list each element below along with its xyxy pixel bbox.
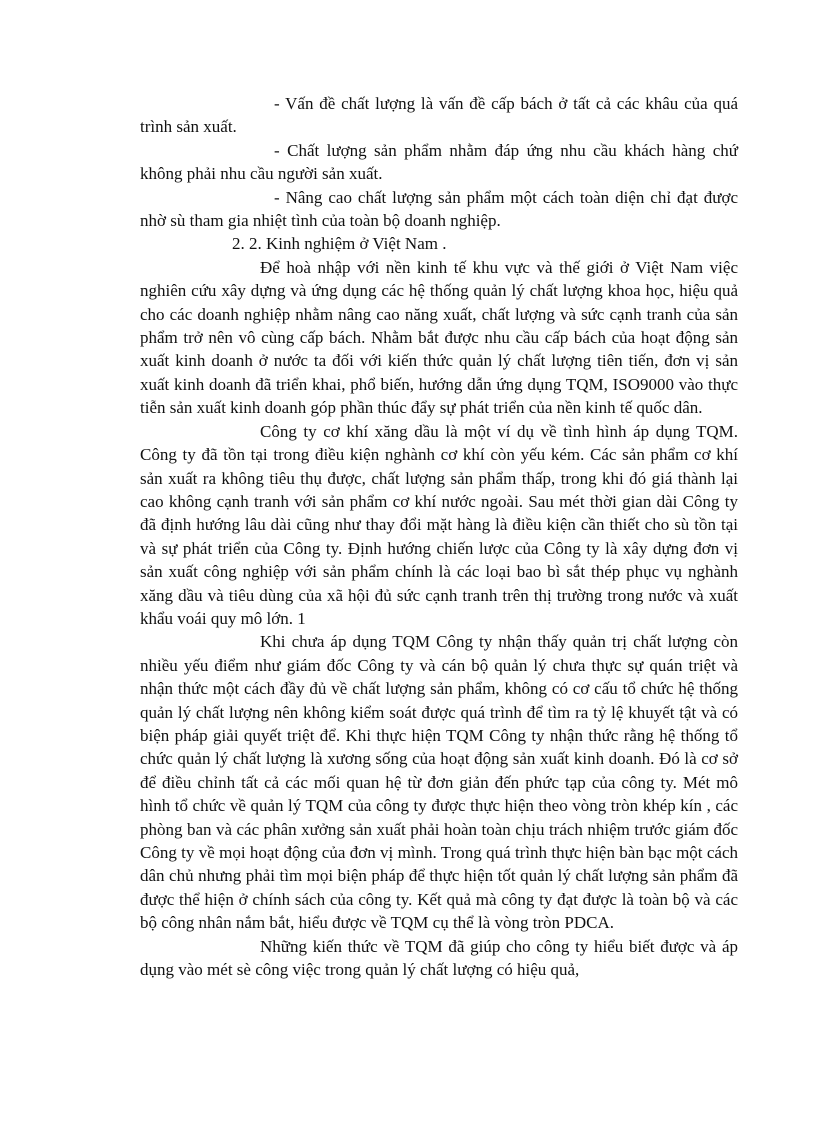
document-body bbox=[140, 92, 738, 981]
paragraph-tqm-knowledge: Những kiến thức về TQM đã giúp cho công ty hiểu biết được và áp dụng vào mét sè công việc trong quản lý chất lượng có hiệu quả, bbox=[140, 936, 738, 980]
bullet-paragraph-participation: - Nâng cao chất lượng sản phẩm một cách toàn diện chỉ đạt được nhờ sù tham gia nhiệt tình của toàn bộ doanh nghiệp. bbox=[140, 187, 738, 231]
section-heading: 2. 2. Kinh nghiệm ở Việt Nam . bbox=[232, 234, 447, 254]
bullet-paragraph-customer-needs: - Chất lượng sản phẩm nhằm đáp ứng nhu cầu khách hàng chứ không phải nhu cầu người sản xuất. bbox=[140, 140, 738, 184]
paragraph-vietnam-integration: Để hoà nhập với nền kinh tế khu vực và thế giới ở Việt Nam việc nghiên cứu xây dựng và ứng dụng các hệ thống quản lý chất lượng khoa học, hiệu quả cho các doanh nghiệp nhằm nâng cao năng xuất, chất lượng và sức cạnh tranh của sản phẩm trở nên vô cùng cấp bách. Nhằm bắt được nhu cầu cấp bách của hoạt động sản xuất kinh doanh ở nước ta đối với kiến thức quản lý chất lượng tiên tiến, đơn vị sản xuất kinh doanh đã triển khai, phổ biến, hướng dẫn ứng dụng TQM, ISO9000 vào thực tiễn sản xuất kinh doanh góp phần thúc đẩy sự phát triển của nền kinh tế quốc dân. bbox=[140, 257, 738, 418]
paragraph-petroleum-company: Công ty cơ khí xăng dầu là một ví dụ về tình hình áp dụng TQM. Công ty đã tồn tại trong điều kiện nghành cơ khí còn yếu kém. Các sản phẩm cơ khí sản xuất ra không tiêu thụ được, chất lượng sản phẩm thấp, trong khi đó giá thành lại cao không cạnh tranh với sản phẩm cơ khí nước ngoài. Sau mét thời gian dài Công ty đã định hướng lâu dài cũng như thay đổi mặt hàng là điều kiện cần thiết cho sù tồn tại và sự phát triển của Công ty. Định hướng chiến lược của Công ty là xây dựng đơn vị sản xuất công nghiệp với sản phẩm chính là các loại bao bì sắt thép phục vụ nghành xăng dầu và tiêu dùng của xã hội đủ sức cạnh tranh trên thị trường trong nước và xuất khẩu voái quy mô lớn. 1 bbox=[140, 421, 738, 628]
bullet-paragraph-urgency: - Vấn đề chất lượng là vấn đề cấp bách ở tất cả các khâu của quá trình sản xuất. bbox=[140, 94, 738, 137]
paragraph-before-tqm: Khi chưa áp dụng TQM Công ty nhận thấy quản trị chất lượng còn nhiều yếu điểm như giám đốc Công ty và cán bộ quản lý chưa thực sự quán triệt và nhận thức một cách đầy đủ về chất lượng sản phẩm, không có cơ cấu tổ chức hệ thống quản lý chất lượng nên không kiểm soát được quá trình để tìm ra tỷ lệ khuyết tật và có biện pháp giải quyết triệt để. Khi thực hiện TQM Công ty nhận thức rằng hệ thống tổ chức quản lý chất lượng là xương sống của hoạt động sản xuất kinh doanh. Đó là cơ sở để điều chỉnh tất cả các mối quan hệ từ đơn giản đến phức tạp của công ty. Mét mô hình tổ chức về quản lý TQM của công ty được thực hiện theo vòng tròn khép kín , các phòng ban và các phân xưởng sản xuất phải hoàn toàn chịu trách nhiệm trước giám đốc Công ty về mọi hoạt động của đơn vị mình. Trong quá trình thực hiện bàn bạc một cách dân chủ nhưng phải tìm mọi biện pháp để thực hiện tốt quản lý chất lượng sản phẩm đã được thể hiện ở chính sách của công ty. Kết quả mà công ty đạt được là toàn bộ và các bộ công nhân nắm bắt, hiểu được về TQM cụ thể là vòng tròn PDCA. bbox=[140, 632, 738, 933]
